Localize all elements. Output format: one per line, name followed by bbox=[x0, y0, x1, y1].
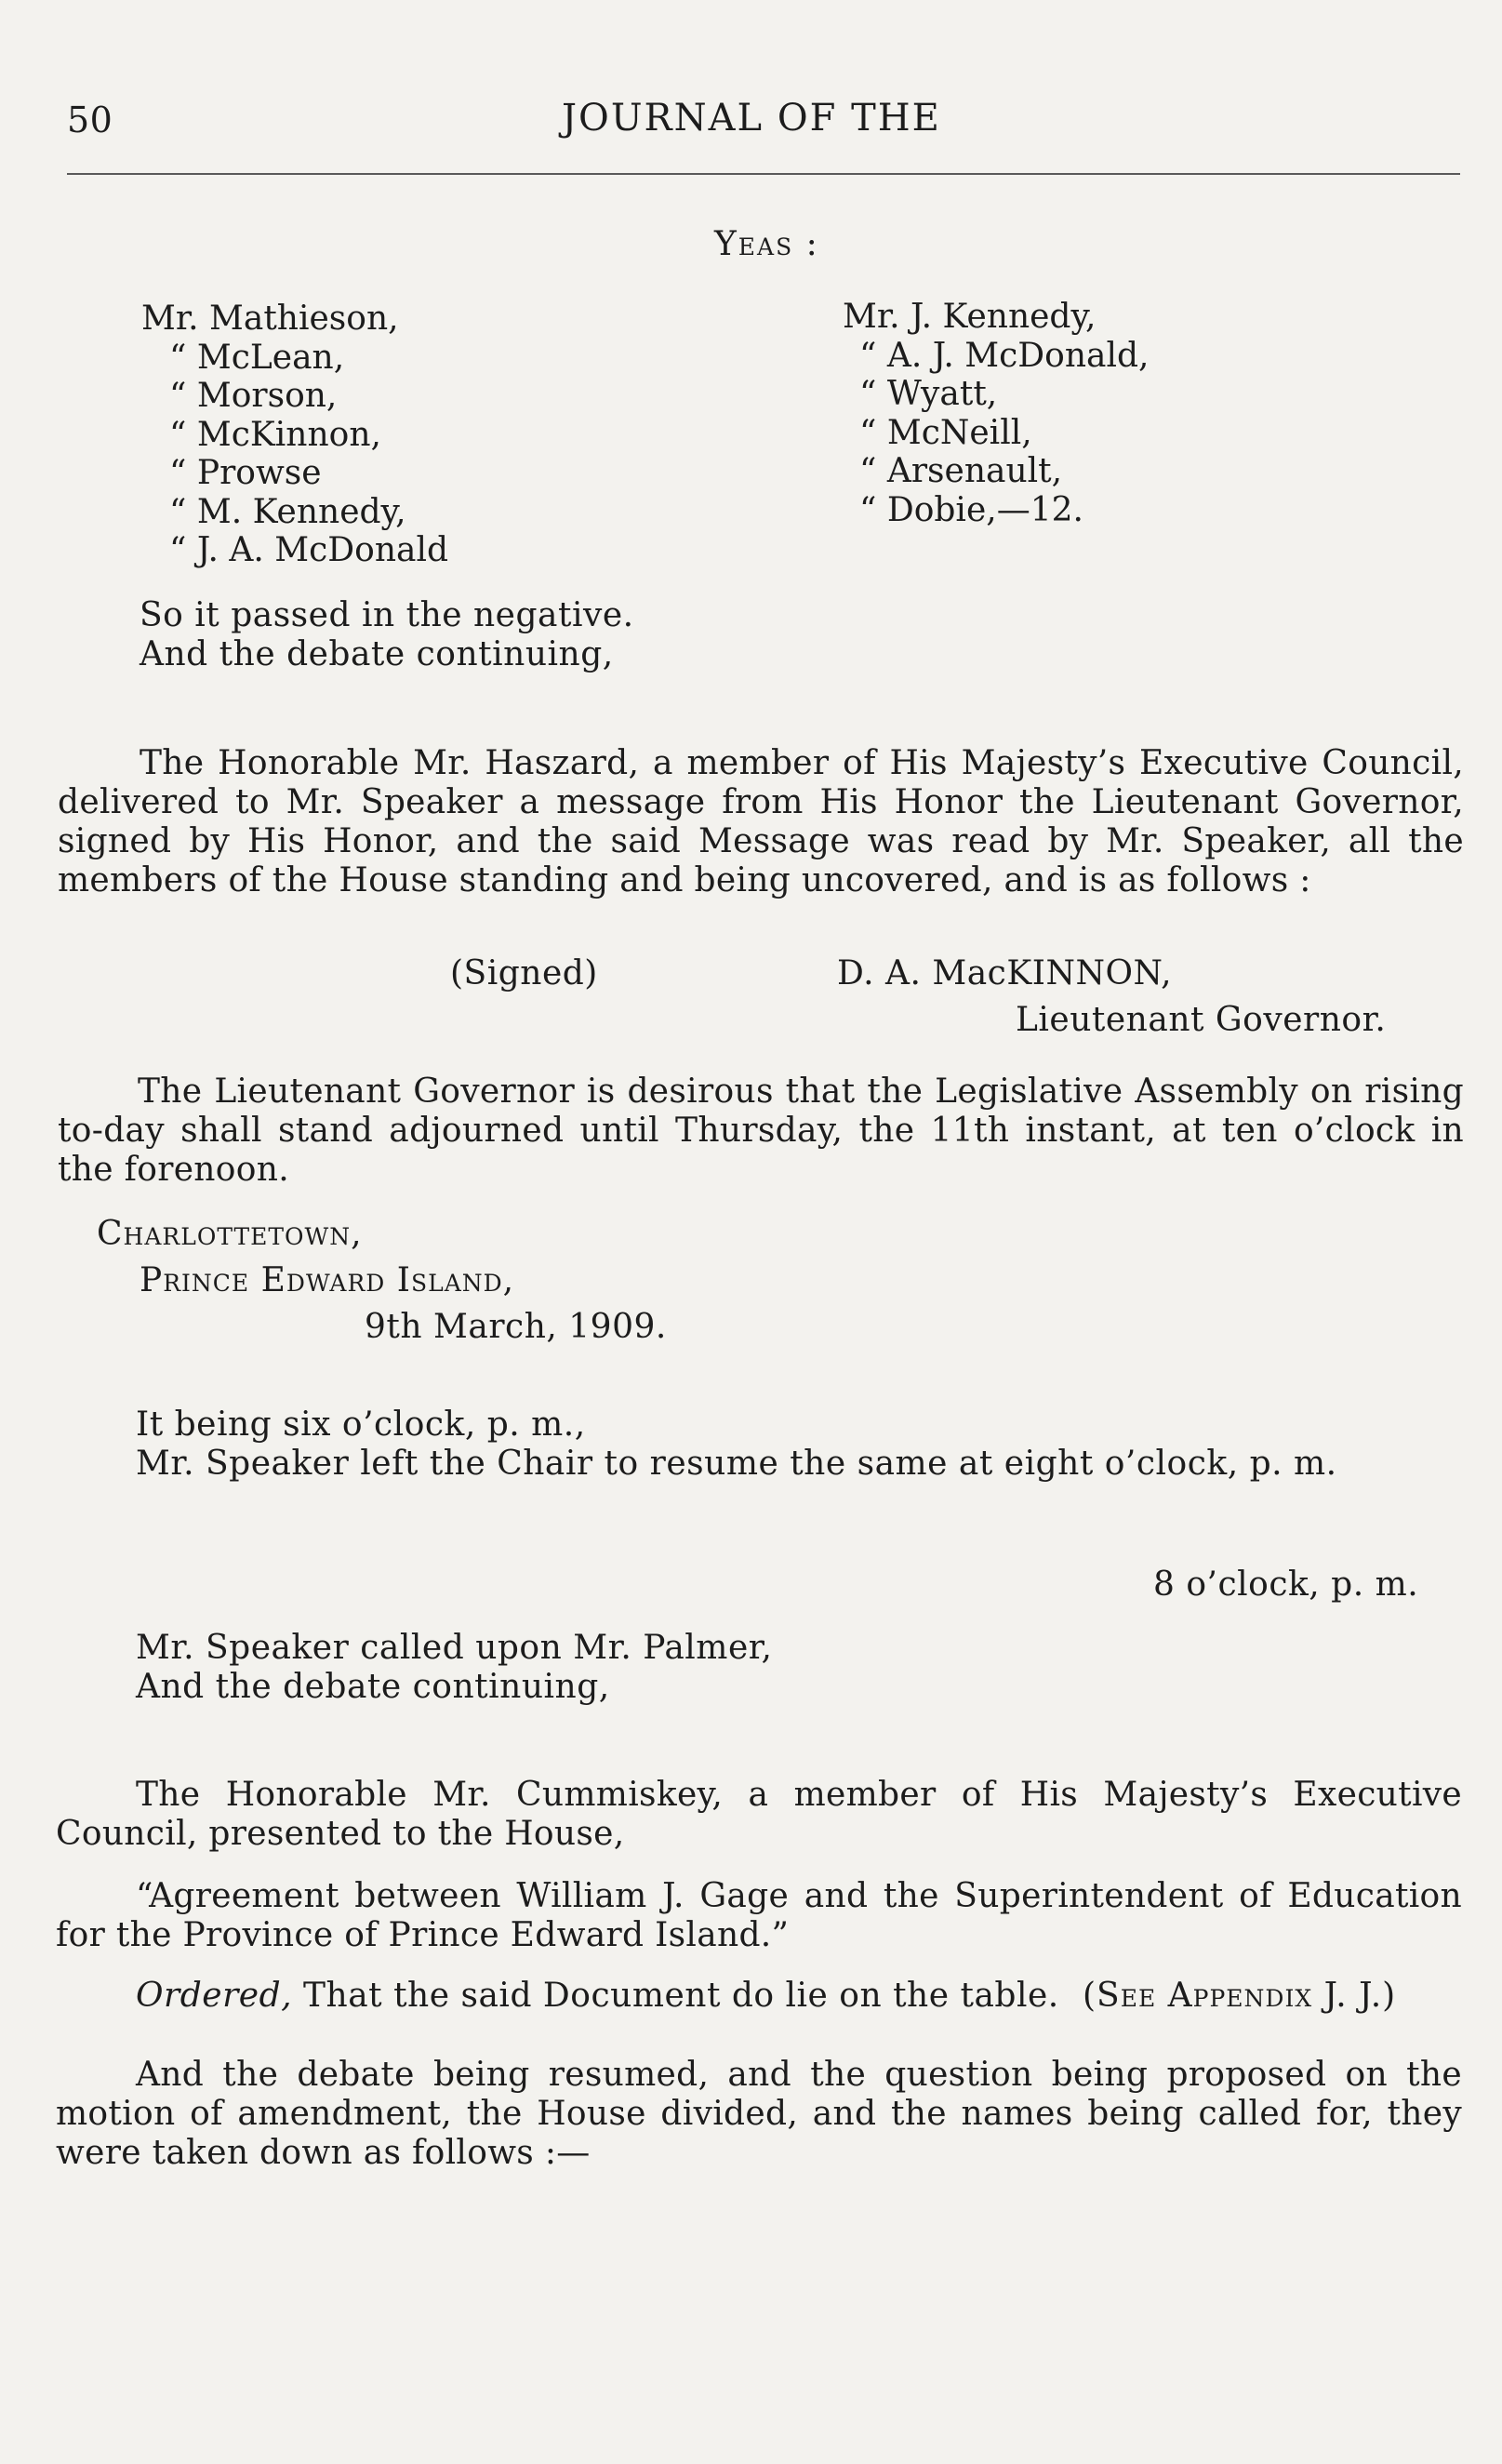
paragraph-line: delivered to Mr. Speaker a message from His Honor the Lieutenant Governor, bbox=[58, 783, 1464, 821]
paragraph-line: the forenoon. bbox=[58, 1151, 289, 1189]
debate-continuing: And the debate continuing, bbox=[140, 635, 614, 673]
message-paragraph bbox=[58, 744, 1464, 900]
yeas-heading: Yeas : bbox=[714, 225, 819, 263]
signatory-name: D. A. MacKINNON, bbox=[837, 954, 1173, 992]
debate-continuing-2: And the debate continuing, bbox=[136, 1668, 610, 1706]
agreement-quote bbox=[56, 1877, 1462, 1955]
header-rule bbox=[67, 173, 1460, 175]
message-date: 9th March, 1909. bbox=[365, 1308, 667, 1346]
yea-name: “ McLean, bbox=[169, 338, 345, 377]
paragraph-line: for the Province of Prince Edward Island.” bbox=[56, 1916, 790, 1954]
page-number: 50 bbox=[67, 100, 113, 140]
paragraph-line: Council, presented to the House, bbox=[56, 1815, 625, 1853]
paragraph-line: were taken down as follows :— bbox=[56, 2134, 591, 2172]
place-province: Prince Edward Island, bbox=[140, 1261, 515, 1299]
paragraph-line: The Lieutenant Governor is desirous that the Legislative Assembly on rising bbox=[138, 1072, 1464, 1111]
paragraph-line: members of the House standing and being uncovered, and is as follows : bbox=[58, 861, 1311, 899]
paragraph-line: The Honorable Mr. Haszard, a member of His Majesty’s Executive Council, bbox=[140, 744, 1464, 782]
yea-name: “ Prowse bbox=[169, 454, 322, 492]
running-title: JOURNAL OF THE bbox=[562, 97, 941, 140]
appendix-reference: (See Appendix J. J.) bbox=[1083, 1977, 1397, 2015]
paragraph-line: to-day shall stand adjourned until Thursday, the 11th instant, at ten o’clock in bbox=[58, 1112, 1464, 1150]
signatory-title: Lieutenant Governor. bbox=[1016, 1001, 1387, 1039]
yea-name: “ Morson, bbox=[169, 377, 338, 415]
yea-name: Mr. J. Kennedy, bbox=[843, 298, 1097, 336]
speaker-called-palmer: Mr. Speaker called upon Mr. Palmer, bbox=[136, 1629, 773, 1667]
yea-name: “ McNeill, bbox=[859, 413, 1032, 452]
ordered-italic: Ordered, bbox=[136, 1977, 293, 2015]
paragraph-line: And the debate being resumed, and the question being proposed on the bbox=[136, 2056, 1462, 2094]
speaker-left-chair: Mr. Speaker left the Chair to resume the same at eight o’clock, p. m. bbox=[136, 1445, 1337, 1483]
ordered-line bbox=[136, 1977, 1059, 2016]
yea-name: Mr. Mathieson, bbox=[141, 300, 399, 338]
yea-name: “ J. A. McDonald bbox=[169, 531, 449, 569]
signed-label: (Signed) bbox=[450, 954, 598, 992]
yeas-right-column bbox=[843, 298, 1149, 529]
passed-negative: So it passed in the negative. bbox=[140, 596, 634, 634]
yea-name: “ M. Kennedy, bbox=[169, 492, 406, 531]
paragraph-line: The Honorable Mr. Cummiskey, a member of His Majesty’s Executive bbox=[136, 1776, 1462, 1814]
message-body bbox=[58, 1072, 1464, 1190]
eight-oclock-heading: 8 o’clock, p. m. bbox=[1153, 1565, 1419, 1604]
paragraph-line: motion of amendment, the House divided, and the names being called for, they bbox=[56, 2095, 1462, 2133]
yeas-left-column bbox=[141, 300, 448, 570]
six-oclock-line: It being six o’clock, p. m., bbox=[136, 1405, 586, 1444]
yea-name: “ McKinnon, bbox=[169, 415, 381, 454]
yea-name: “ Dobie,—12. bbox=[859, 490, 1083, 529]
yea-name: “ Wyatt, bbox=[859, 375, 998, 413]
yea-name: “ Arsenault, bbox=[859, 452, 1063, 490]
place-city: Charlottetown, bbox=[97, 1215, 363, 1253]
ordered-text: That the said Document do lie on the table. bbox=[292, 1977, 1059, 2015]
yea-name: “ A. J. McDonald, bbox=[859, 336, 1150, 375]
paragraph-line: signed by His Honor, and the said Message was read by Mr. Speaker, all the bbox=[58, 822, 1464, 860]
cummiskey-paragraph bbox=[56, 1776, 1462, 1854]
final-paragraph bbox=[56, 2056, 1462, 2173]
paragraph-line: “Agreement between William J. Gage and the Superintendent of Education bbox=[136, 1877, 1462, 1915]
